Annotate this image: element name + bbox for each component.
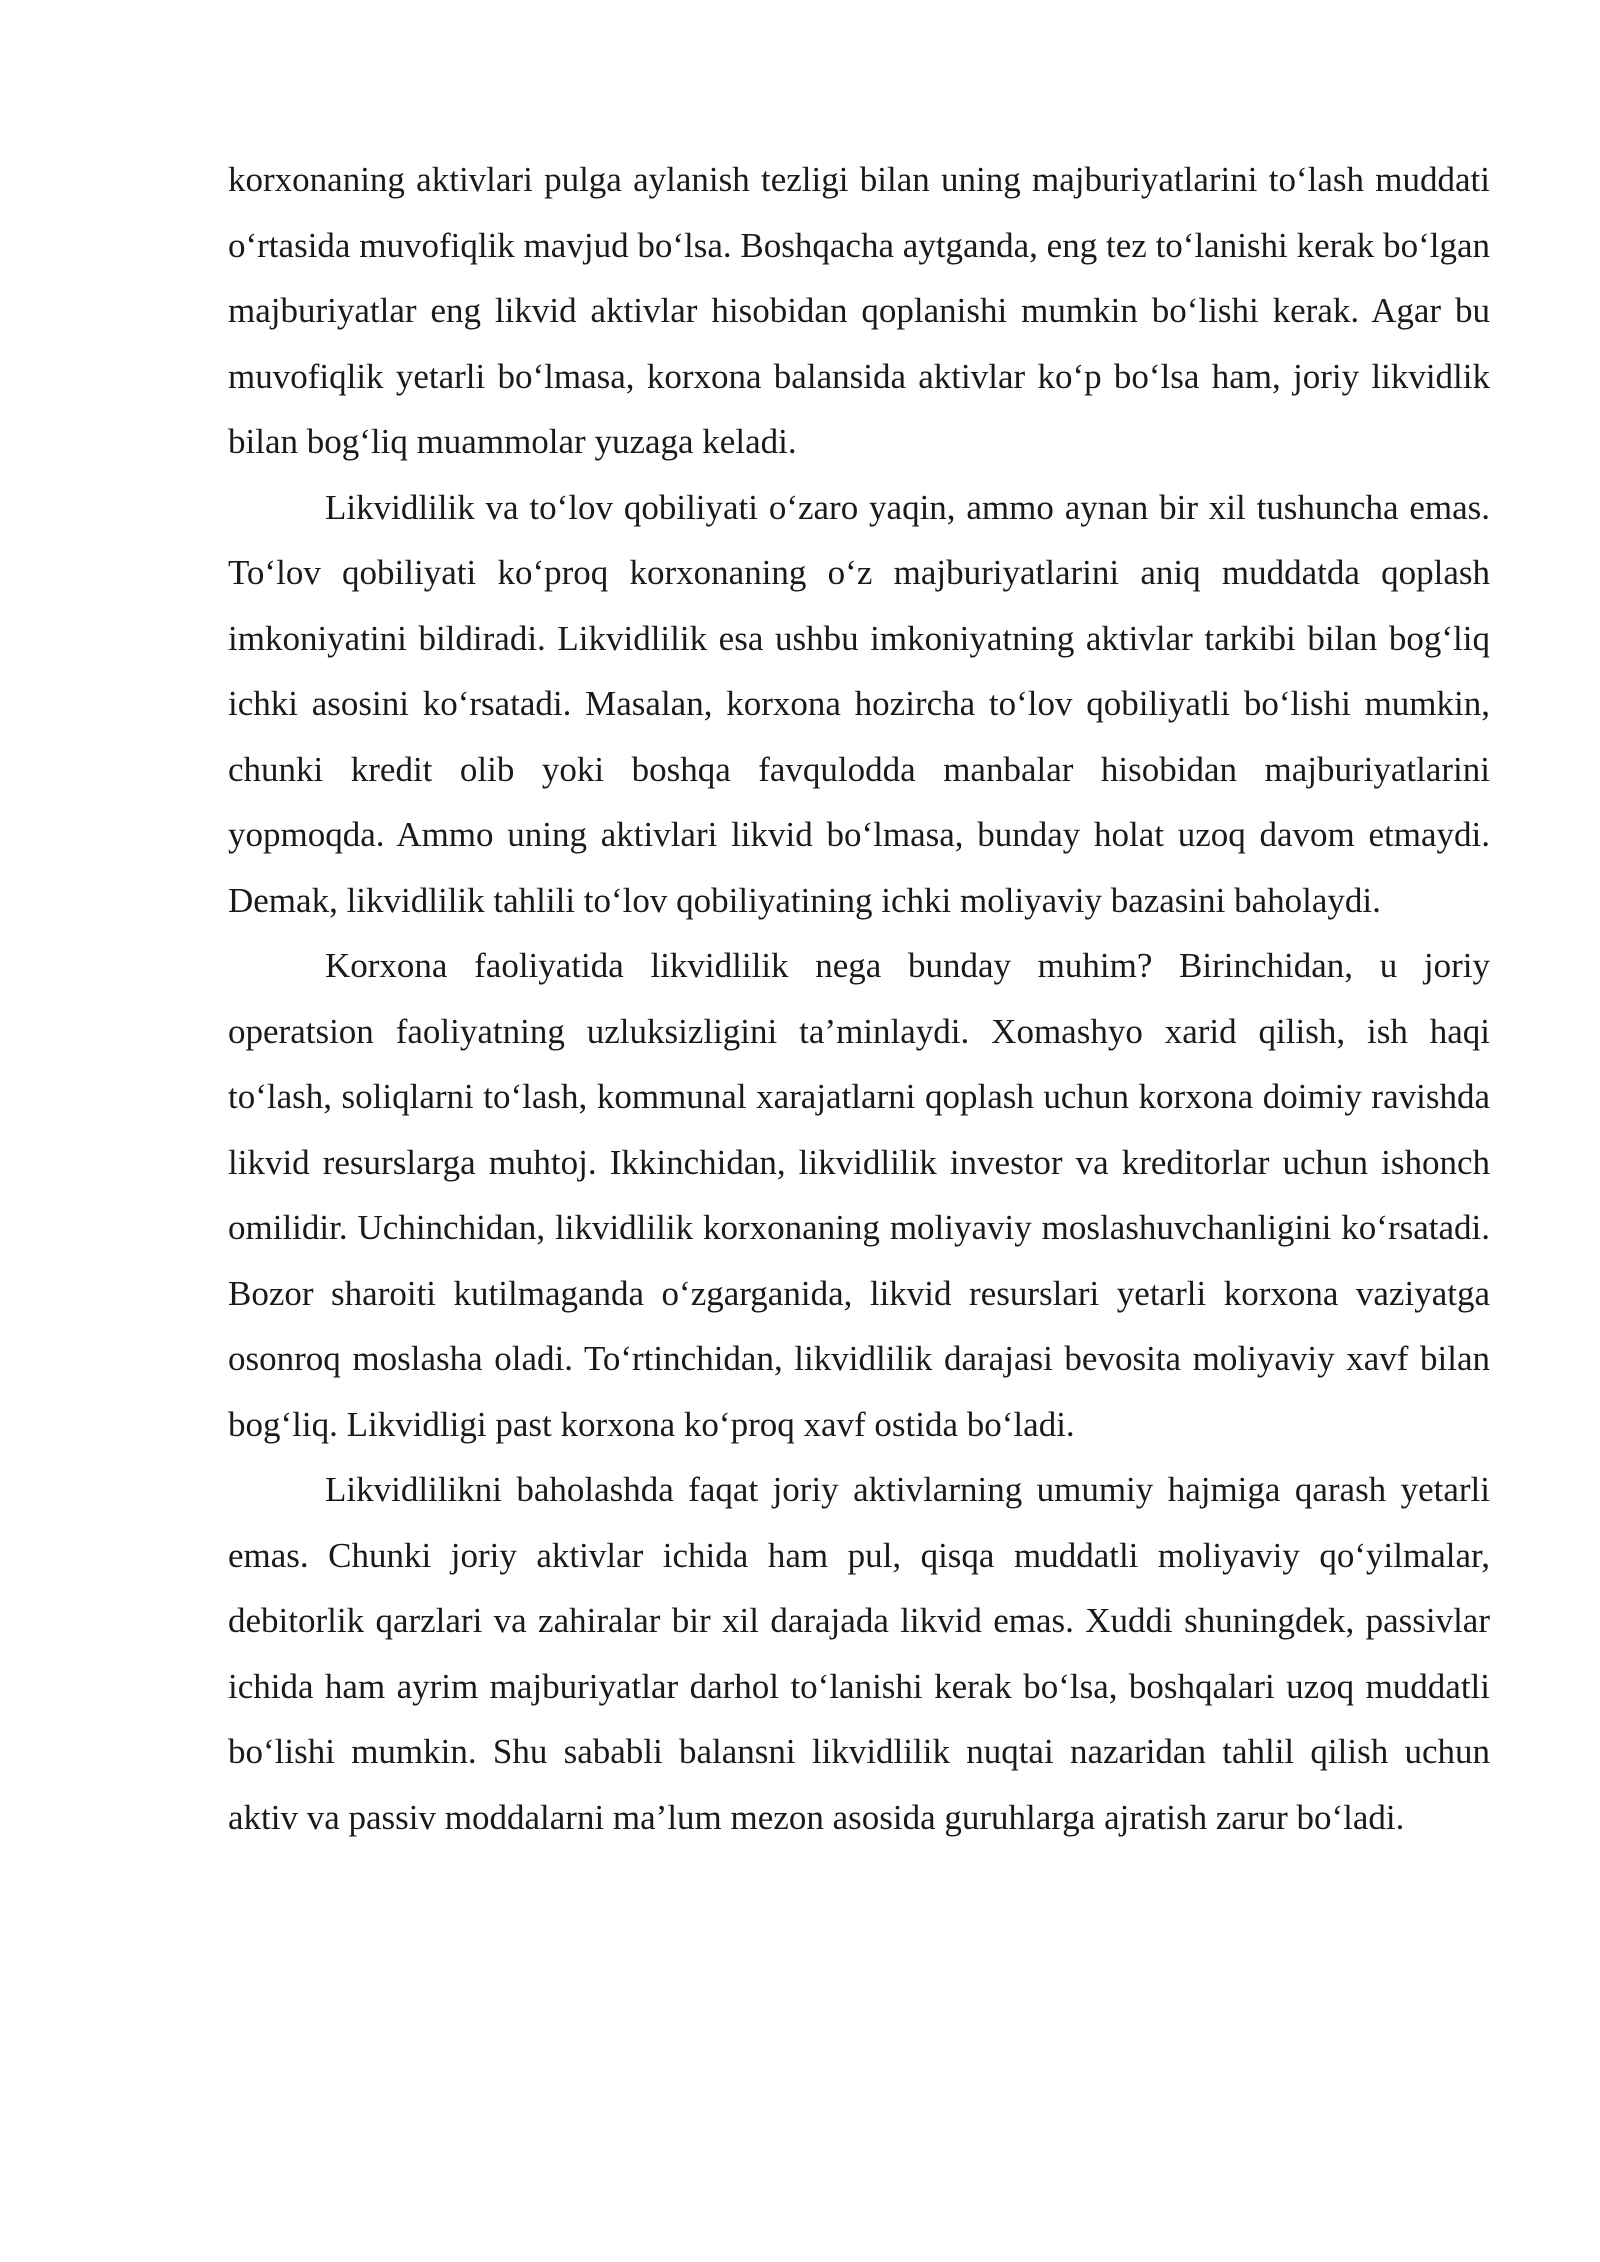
paragraph-importance-of-liquidity: Korxona faoliyatida likvidlilik nega bunday muhim? Birinchidan, u joriy operatsion faoliyatning uzluksizligini ta’minlaydi. Xomashyo xarid qilish, ish haqi to‘lash, soliqlarni to‘lash, kommunal xarajatlarni qoplash uchun korxona doimiy ravishda likvid resurslarga muhtoj. Ikkinchidan, likvidlilik investor va kreditorlar uchun ishonch omilidir. Uchinchidan, likvidlilik korxonaning moliyaviy moslashuvchanligini ko‘rsatadi. Bozor sharoiti kutilmaganda o‘zgarganida, likvid resurslari yetarli korxona vaziyatga osonroq moslasha oladi. To‘rtinchidan, likvidlilik darajasi bevosita moliyaviy xavf bilan bog‘liq. Likvidligi past korxona ko‘proq xavf ostida bo‘ladi. [228,946,1490,1444]
paragraph-assessing-liquidity: Likvidlilikni baholashda faqat joriy aktivlarning umumiy hajmiga qarash yetarli emas. Chunki joriy aktivlar ichida ham pul, qisqa muddatli moliyaviy qo‘yilmalar, debitorlik qarzlari va zahiralar bir xil darajada likvid emas. Xuddi shuningdek, passivlar ichida ham ayrim majburiyatlar darhol to‘lanishi kerak bo‘lsa, boshqalari uzoq muddatli bo‘lishi mumkin. Shu sababli balansni likvidlilik nuqtai nazaridan tahlil qilish uchun aktiv va passiv moddalarni ma’lum mezon asosida guruhlarga ajratish zarur bo‘ladi. [228,1470,1490,1837]
document-page [228,147,1490,1850]
paragraph-liquidity-vs-solvency: Likvidlilik va to‘lov qobiliyati o‘zaro yaqin, ammo aynan bir xil tushuncha emas. To‘lov qobiliyati ko‘proq korxonaning o‘z majburiyatlarini aniq muddatda qoplash imkoniyatini bildiradi. Likvidlilik esa ushbu imkoniyatning aktivlar tarkibi bilan bog‘liq ichki asosini ko‘rsatadi. Masalan, korxona hozircha to‘lov qobiliyatli bo‘lishi mumkin, chunki kredit olib yoki boshqa favqulodda manbalar hisobidan majburiyatlarini yopmoqda. Ammo uning aktivlari likvid bo‘lmasa, bunday holat uzoq davom etmaydi. Demak, likvidlilik tahlili to‘lov qobiliyatining ichki moliyaviy bazasini baholaydi. [228,487,1490,920]
paragraph-continued: korxonaning aktivlari pulga aylanish tezligi bilan uning majburiyatlarini to‘lash muddati o‘rtasida muvofiqlik mavjud bo‘lsa. Boshqacha aytganda, eng tez to‘lanishi kerak bo‘lgan majburiyatlar eng likvid aktivlar hisobidan qoplanishi mumkin bo‘lishi kerak. Agar bu muvofiqlik yetarli bo‘lmasa, korxona balansida aktivlar ko‘p bo‘lsa ham, joriy likvidlik bilan bog‘liq muammolar yuzaga keladi. [228,160,1490,461]
